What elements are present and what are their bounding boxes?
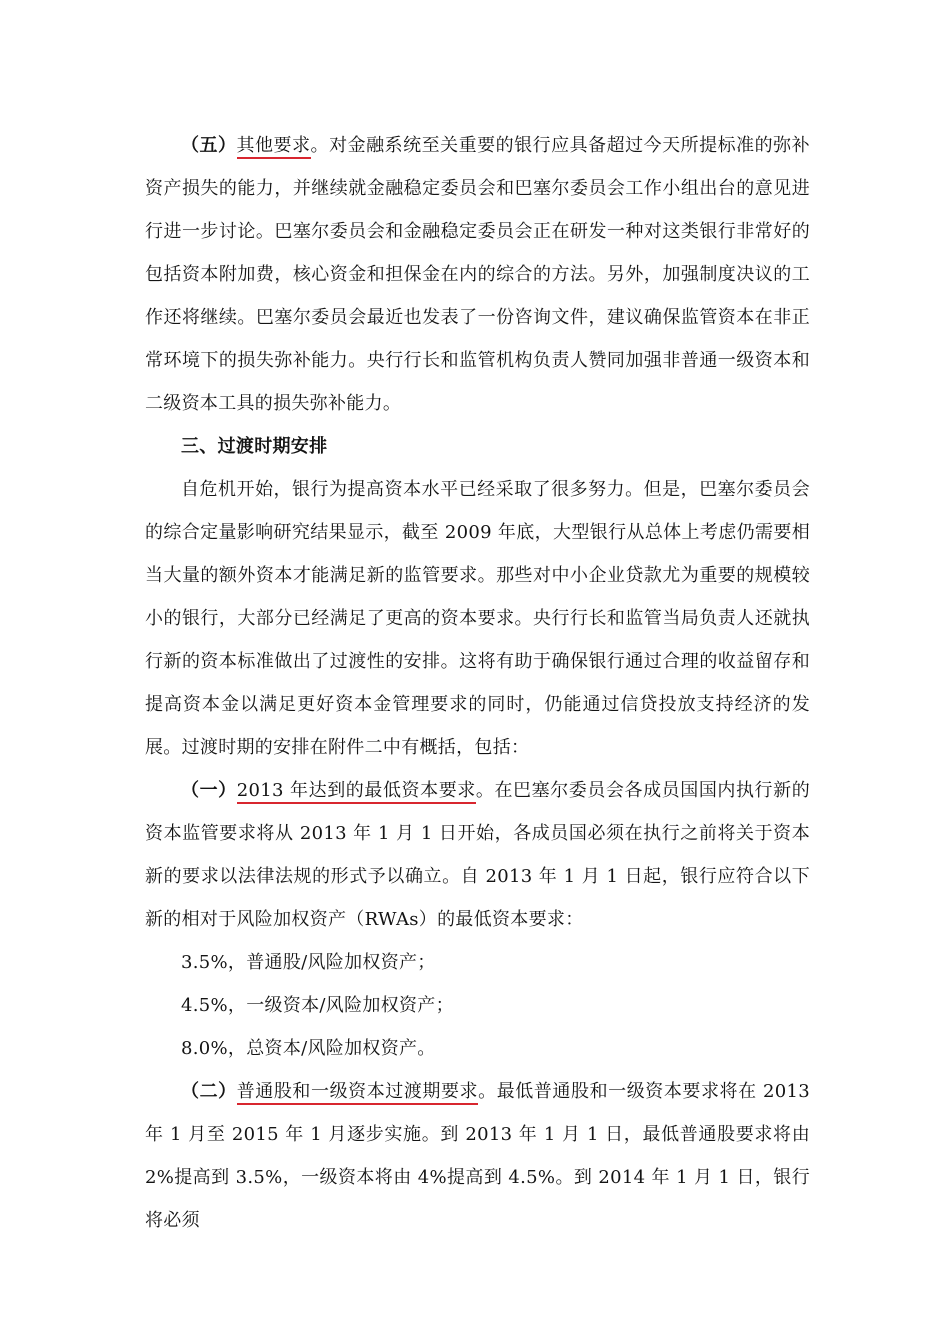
requirement-line: 3.5%，普通股/风险加权资产； — [181, 952, 436, 973]
requirement-line: 8.0%，总资本/风险加权资产。 — [181, 1038, 436, 1059]
paragraph-body-1: 在巴塞尔委员会各成员国国内执行新的资本监管要求将从 2013 年 1 月 1 日开始，各成员国必须在执行之前将关于资本新的要求以法律法规的形式予以确立。自 2013 年 1 月 1 日起，银行应符合以下新的相对于风险加权资产（RWAs）的最低资本要求： — [145, 780, 811, 930]
heading-punct-5: 。 — [310, 135, 330, 156]
document-body — [145, 124, 810, 1242]
heading-other-requirements: 其他要求 — [237, 135, 311, 159]
item-label-5: （五） — [181, 135, 237, 156]
heading-transition-requirements: 普通股和一级资本过渡期要求 — [237, 1081, 478, 1105]
heading-min-capital-2013: 2013 年达到的最低资本要求 — [237, 780, 476, 804]
paragraph-other-requirements — [145, 124, 810, 425]
paragraph-min-capital-2013 — [145, 769, 810, 941]
heading-punct-2: 。 — [478, 1081, 497, 1102]
item-label-2: （二） — [181, 1081, 237, 1102]
paragraph-transition-requirements — [145, 1070, 810, 1242]
requirement-line: 4.5%，一级资本/风险加权资产； — [181, 995, 454, 1016]
section-heading-transition: 三、过渡时期安排 — [181, 436, 328, 457]
paragraph-transition-intro: 自危机开始，银行为提高资本水平已经采取了很多努力。但是，巴塞尔委员会的综合定量影响研究结果显示，截至 2009 年底，大型银行从总体上考虑仍需要相当大量的额外资本才能满足新的监管要求。那些对中小企业贷款尤为重要的规模较小的银行，大部分已经满足了更高的资本要求。央行行长和监管当局负责人还就执行新的资本标准做出了过渡性的安排。这将有助于确保银行通过合理的收益留存和提高资本金以满足更好资本金管理要求的同时，仍能通过信贷投放支持经济的发展。过渡时期的安排在附件二中有概括，包括： — [145, 479, 810, 758]
item-label-1: （一） — [181, 780, 237, 801]
heading-punct-1: 。 — [475, 780, 495, 801]
paragraph-body-2: 最低普通股和一级资本要求将在 2013 年 1 月至 2015 年 1 月逐步实施。到 2013 年 1 月 1 日，最低普通股要求将由 2%提高到 3.5%，一级资本将由 4%提高到 4.5%。到 2014 年 1 月 1 日，银行将必须 — [145, 1081, 810, 1231]
paragraph-body-5: 对金融系统至关重要的银行应具备超过今天所提标准的弥补资产损失的能力，并继续就金融稳定委员会和巴塞尔委员会工作小组出台的意见进行进一步讨论。巴塞尔委员会和金融稳定委员会正在研发一种对这类银行非常好的包括资本附加费，核心资金和担保金在内的综合的方法。另外，加强制度决议的工作还将继续。巴塞尔委员会最近也发表了一份咨询文件，建议确保监管资本在非正常环境下的损失弥补能力。央行行长和监管机构负责人赞同加强非普通一级资本和二级资本工具的损失弥补能力。 — [145, 135, 810, 414]
